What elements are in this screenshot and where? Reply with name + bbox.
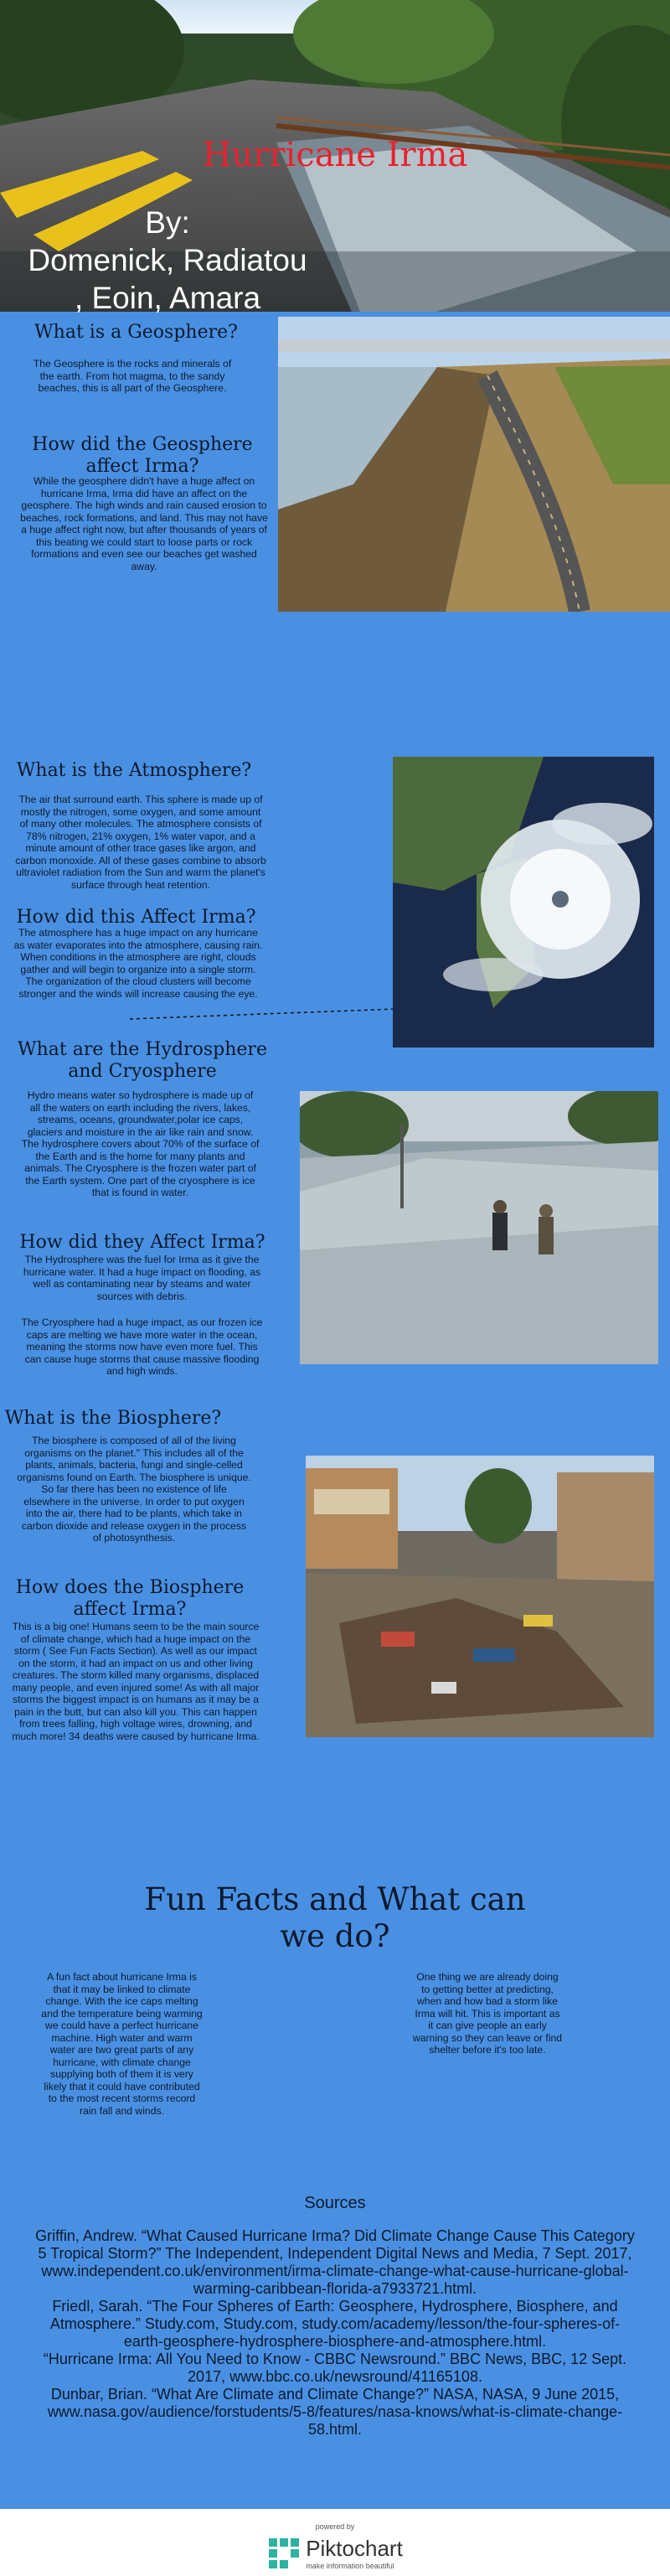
brand-tagline: make information beautiful bbox=[306, 2562, 394, 2570]
sources-list bbox=[34, 2227, 636, 2439]
geosphere-effect-heading: How did the Geosphere affect Irma? bbox=[32, 434, 253, 477]
geosphere-effect-text: While the geosphere didn't have a huge affect on hurricane Irma, Irma did have an affect on the geosphere. The high winds and rain caused erosion to beaches, rock formations, and land. This may not have a huge affect right now, but after thousands of years of this beating we could start to loose parts or rock formations and even see our beaches get washed away. bbox=[20, 475, 268, 572]
sources-heading: Sources bbox=[304, 2194, 366, 2212]
what-can-we-do-text: One thing we are already doing to getting better at predicting, when and how bad a storm like Irma will hit. This is important as it can give people an early warning so they can leave or find shelter before it's too late. bbox=[412, 1971, 563, 2056]
authors-label: By: bbox=[145, 205, 190, 240]
eroded-beach-photo bbox=[278, 317, 670, 612]
flooded-street-photo bbox=[300, 1091, 658, 1364]
biosphere-text: The biosphere is composed of all of the living organisms on the planet." This includes all of the plants, animals, bacteria, fungi and single-celled organisms found on Earth. The biosphere is unique. So far there has been no existence of life elsewhere in the universe. In order to put oxygen into the air, there had to be plants, which take in carbon dioxide and release oxygen in the process of photosynthesis. bbox=[17, 1435, 251, 1544]
storm-debris-photo bbox=[306, 1456, 654, 1737]
page-title: Hurricane Irma bbox=[202, 136, 468, 174]
biosphere-effect-heading: How does the Biosphere affect Irma? bbox=[15, 1577, 245, 1620]
brand-name: Piktochart bbox=[306, 2536, 403, 2561]
footer bbox=[0, 2509, 670, 2576]
hurricane-satellite-photo bbox=[393, 757, 654, 1047]
authors-names-1: Domenick, Radiatou bbox=[28, 243, 307, 277]
authors bbox=[0, 204, 335, 317]
biosphere-effect-text: This is a big one! Humans seem to be the main source of climate change, which had a huge impact on the storm ( See Fun Facts Section). As well as our impact on the storm, it had an impact on us and other living creatures. The storm killed many organisms, displaced many people, and even injured some! As with all major storms the biggest impact is on humans as it may be a pain in the butt, but can also kill you. This can happen from trees falling, high voltage wires, drowning, and much more! 34 deaths were caused by hurricane Irma. bbox=[12, 1621, 260, 1742]
piktochart-logo-icon bbox=[267, 2537, 301, 2570]
connector-dashed-line bbox=[130, 1002, 398, 1027]
fun-facts-heading: Fun Facts and What can we do? bbox=[144, 1881, 526, 1954]
source-item: Dunbar, Brian. “What Are Climate and Climate Change?” NASA, NASA, 9 June 2015, www.nasa.gov/audience/forstudents/5-8/features/nasa-knows/what-is-climate-change-58.html. bbox=[47, 2386, 623, 2438]
source-item: Friedl, Sarah. “The Four Spheres of Earth: Geosphere, Hydrosphere, Biosphere, and Atmosphere.” Study.com, Study.com, study.com/academy/lesson/the-four-spheres-of-earth-geosphere-hydrosphere-biosphere-and-atmosphere.html. bbox=[49, 2298, 621, 2350]
geosphere-heading: What is a Geosphere? bbox=[34, 322, 238, 343]
biosphere-heading: What is the Biosphere? bbox=[4, 1408, 222, 1429]
hydrosphere-text: Hydro means water so hydrosphere is made up of all the waters on earth including the rivers, lakes, streams, oceans, groundwater,polar ice caps, glaciers and moisture in the air like rain and snow. The hydrosphere covers about 70% of the surface of the Earth and is the home for many plants and animals. The Cryosphere is the frozen water part of the Earth system. One part of the cryosphere is ice that is found in water. bbox=[21, 1089, 260, 1198]
atmosphere-heading: What is the Atmosphere? bbox=[16, 760, 252, 781]
source-item: “Hurricane Irma: All You Need to Know - CBBC Newsround.” BBC News, BBC, 12 Sept. 2017, www.bbc.co.uk/newsround/41165108. bbox=[43, 2351, 627, 2385]
authors-names-2: , Eoin, Amara bbox=[74, 281, 261, 315]
cryosphere-effect-text: The Cryosphere had a huge impact, as our frozen ice caps are melting we have more water in the ocean, meaning the storms now have even more fuel. This can cause huge storms that cause massive flooding and high winds. bbox=[21, 1316, 263, 1377]
atmosphere-text: The air that surround earth. This sphere is made up of mostly the nitrogen, some oxygen, and some amount of many other molecules. The atmosphere consists of 78% nitrogen, 21% oxygen, 1% water vapor, and a minute amount of other trace gases like argon, and carbon monoxide. All of these gases combine to absorb ultraviolet radiation from the Sun and warm the planet's surface through heat retention. bbox=[15, 794, 266, 891]
source-item: Griffin, Andrew. “What Caused Hurricane Irma? Did Climate Change Cause This Category 5 Tropical Storm?” The Independent, Independent Digital News and Media, 7 Sept. 2017, www.independent.co.uk/environment/irma-climate-change-what-cause-hurricane-global-warming-caribbean-florida-a7933721.html. bbox=[35, 2227, 635, 2297]
atmosphere-effect-heading: How did this Affect Irma? bbox=[16, 907, 256, 928]
hydrosphere-effect-heading: How did they Affect Irma? bbox=[19, 1232, 265, 1253]
hydrosphere-effect-text: The Hydrosphere was the fuel for Irma as it give the hurricane water. It had a huge impact on flooding, as well as contaminating near by steams and water sources with debris. bbox=[23, 1254, 261, 1302]
piktochart-link[interactable] bbox=[0, 2536, 670, 2570]
fun-fact-text: A fun fact about hurricane Irma is that it may be linked to climate change. With the ice caps melting and the temperature being warming we could have a perfect hurricane machine. High water and warm water are two great parts of any hurricane, with climate change supplying both of them it is very likely that it could have contributed to the most recent storms record rain fall and winds. bbox=[41, 1971, 203, 2117]
hydrosphere-heading: What are the Hydrosphere and Cryosphere bbox=[18, 1039, 267, 1082]
atmosphere-effect-text: The atmosphere has a huge impact on any hurricane as water evaporates into the atmosphere, causing rain. When conditions in the atmosphere are right, clouds gather and will begin to organize into a single storm. The organization of the cloud clusters will become stronger and the winds will increase causing the eye. bbox=[13, 927, 263, 1000]
powered-by-label: powered by bbox=[315, 2522, 355, 2531]
geosphere-text: The Geosphere is the rocks and minerals of the earth. From hot magma, to the sandy beaches, this is all part of the Geosphere. bbox=[33, 358, 232, 394]
